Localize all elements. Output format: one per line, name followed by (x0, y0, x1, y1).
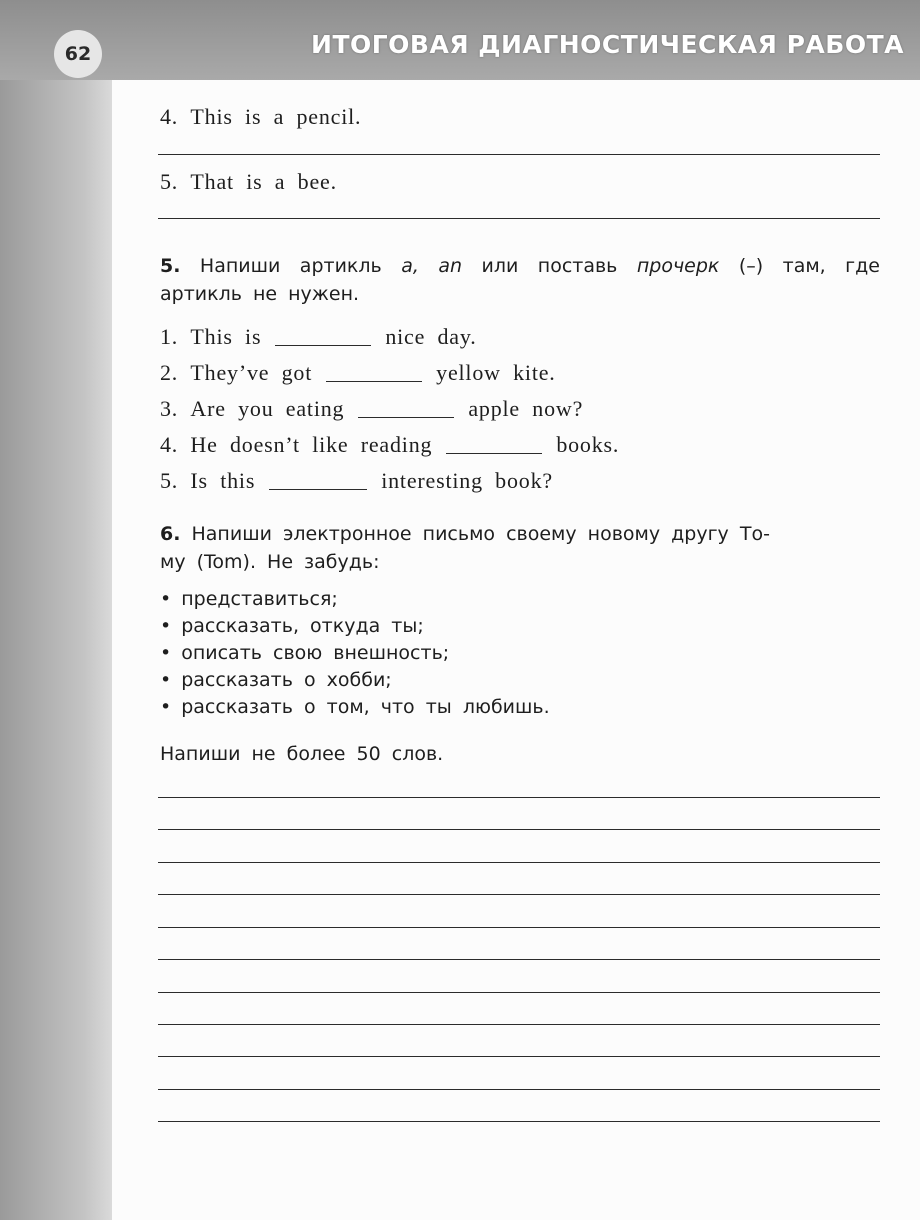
task-5-instruction: 5. Напиши артикль a, an или поставь прочерк (–) там, где артикль не нужен. (160, 255, 880, 305)
task-number: 6. (160, 523, 181, 545)
writing-line[interactable] (158, 1089, 880, 1090)
bullet-item: • рассказать о том, что ты любишь. (160, 696, 550, 718)
bullet-item: • представиться; (160, 588, 338, 610)
page-number: 62 (54, 30, 102, 78)
writing-line[interactable] (158, 1121, 880, 1122)
writing-line[interactable] (158, 829, 880, 830)
task-6-instruction: 6. Напиши электронное письмо своему новому другу То- му (Tom). Не забудь: (160, 523, 770, 573)
running-header-title: ИТОГОВАЯ ДИАГНОСТИЧЕСКАЯ РАБОТА (311, 30, 904, 59)
dash-term: прочерк (636, 255, 720, 277)
bullet-item: • рассказать о хобби; (160, 669, 392, 691)
answer-line[interactable] (158, 154, 880, 155)
task-number: 5. (160, 255, 181, 277)
writing-line[interactable] (158, 862, 880, 863)
task-5-item: 2. They’ve got yellow kite. (160, 360, 556, 385)
book-spine-shadow (0, 80, 112, 1220)
bullet-item: • описать свою внешность; (160, 642, 450, 664)
fill-in-blank[interactable] (358, 417, 454, 418)
prev-item-5 (160, 169, 337, 195)
task-5-item: 4. He doesn’t like reading books. (160, 432, 620, 457)
writing-line[interactable] (158, 992, 880, 993)
articles-term: a, an (401, 255, 463, 277)
writing-line[interactable] (158, 1024, 880, 1025)
task-5-item: 3. Are you eating apple now? (160, 396, 584, 421)
task-5-item: 1. This is nice day. (160, 324, 477, 349)
answer-line[interactable] (158, 218, 880, 219)
writing-line[interactable] (158, 927, 880, 928)
item-number: 5. (160, 169, 179, 194)
item-number: 4. (160, 104, 179, 129)
bullet-item: • рассказать, откуда ты; (160, 615, 424, 637)
word-limit-note: Напиши не более 50 слов. (160, 743, 444, 765)
writing-line[interactable] (158, 959, 880, 960)
writing-line[interactable] (158, 797, 880, 798)
writing-line[interactable] (158, 894, 880, 895)
fill-in-blank[interactable] (326, 381, 422, 382)
writing-line[interactable] (158, 1056, 880, 1057)
prev-item-4 (160, 104, 361, 130)
task-5-item: 5. Is this interesting book? (160, 468, 553, 493)
fill-in-blank[interactable] (446, 453, 542, 454)
item-text: That is a bee. (190, 169, 337, 194)
fill-in-blank[interactable] (275, 345, 371, 346)
fill-in-blank[interactable] (269, 489, 367, 490)
item-text: This is a pencil. (190, 104, 362, 129)
